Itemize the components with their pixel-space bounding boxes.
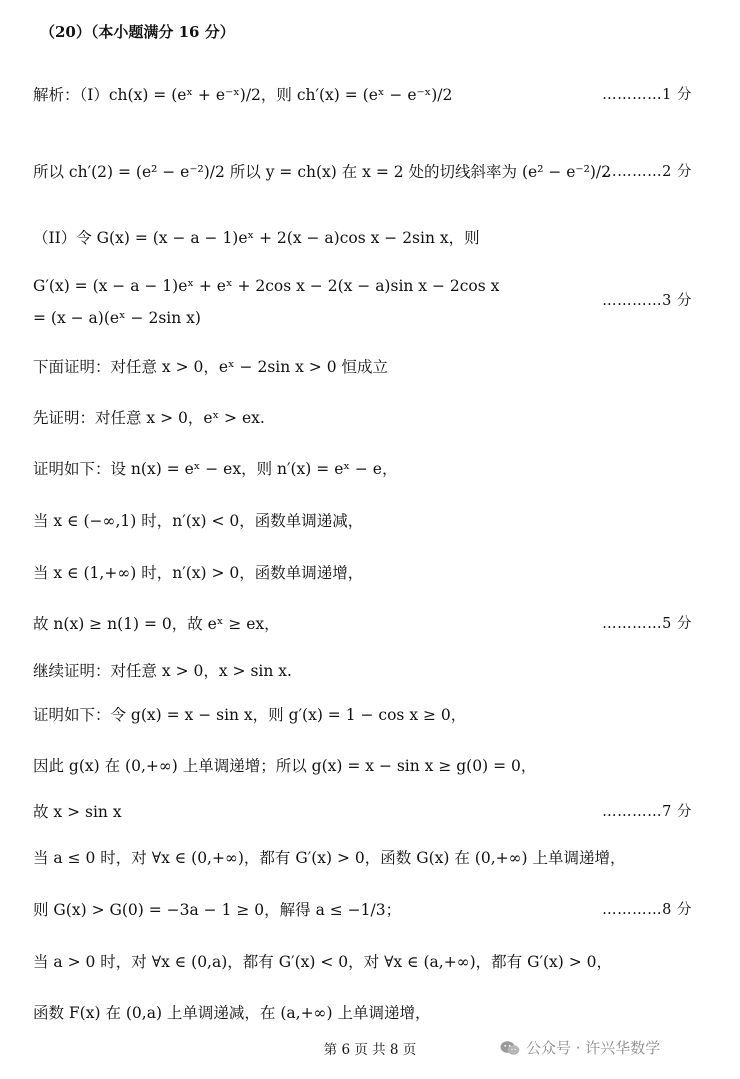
score-marker: …………3 分 <box>602 293 692 309</box>
solution-line: 所以 ch′(2) = (e² − e⁻²)/2 所以 y = ch(x) 在 x = 2 处的切线斜率为 (e² − e⁻²)/2 <box>33 163 611 181</box>
solution-line: 则 G(x) > G(0) = −3a − 1 ≥ 0，解得 a ≤ −1/3； <box>33 901 402 919</box>
solution-line: 解析：（I）ch(x) = (eˣ + e⁻ˣ)/2，则 ch′(x) = (eˣ − e⁻ˣ)/2 <box>33 86 453 104</box>
score-marker: …………5 分 <box>602 616 692 632</box>
watermark-text: 公众号 · 许兴华数学 <box>526 1039 661 1057</box>
problem-title: （20）（本小题满分 16 分） <box>40 23 235 41</box>
solution-line: 当 x ∈ (1,+∞) 时，n′(x) > 0，函数单调递增， <box>33 564 364 582</box>
solution-line: 当 x ∈ (−∞,1) 时，n′(x) < 0，函数单调递减， <box>33 512 364 530</box>
solution-line: 继续证明：对任意 x > 0，x > sin x. <box>33 662 292 680</box>
score-marker: …………8 分 <box>602 902 692 918</box>
solution-line: 函数 F(x) 在 (0,a) 上单调递减，在 (a,+∞) 上单调递增， <box>33 1004 431 1022</box>
solution-line: 下面证明：对任意 x > 0，eˣ − 2sin x > 0 恒成立 <box>33 358 389 376</box>
solution-line: 当 a > 0 时，对 ∀x ∈ (0,a)，都有 G′(x) < 0，对 ∀x ∈ (a,+∞)，都有 G′(x) > 0， <box>33 953 613 971</box>
solution-line: = (x − a)(eˣ − 2sin x) <box>33 309 201 327</box>
solution-line: 证明如下：设 n(x) = eˣ − ex，则 n′(x) = eˣ − e， <box>33 460 398 478</box>
score-marker: …………7 分 <box>602 804 692 820</box>
solution-line: G′(x) = (x − a − 1)eˣ + eˣ + 2cos x − 2(x − a)sin x − 2cos x <box>33 277 500 295</box>
solution-line: 证明如下：令 g(x) = x − sin x，则 g′(x) = 1 − cos x ≥ 0， <box>33 706 467 724</box>
page-footer: 第 6 页 共 8 页 <box>323 1042 417 1058</box>
wechat-icon <box>500 1040 520 1056</box>
score-marker: …………1 分 <box>602 87 692 103</box>
solution-line: （II）令 G(x) = (x − a − 1)eˣ + 2(x − a)cos x − 2sin x，则 <box>33 229 480 247</box>
solution-line: 因此 g(x) 在 (0,+∞) 上单调递增；所以 g(x) = x − sin x ≥ g(0) = 0， <box>33 757 537 775</box>
solution-line: 当 a ≤ 0 时，对 ∀x ∈ (0,+∞)，都有 G′(x) > 0，函数 G(x) 在 (0,+∞) 上单调递增， <box>33 849 626 867</box>
watermark <box>500 1036 660 1060</box>
solution-line: 先证明：对任意 x > 0，eˣ > ex. <box>33 409 265 427</box>
score-marker: …………2 分 <box>602 164 692 180</box>
solution-line: 故 n(x) ≥ n(1) = 0，故 eˣ ≥ ex， <box>33 615 280 633</box>
solution-line: 故 x > sin x <box>33 803 122 821</box>
